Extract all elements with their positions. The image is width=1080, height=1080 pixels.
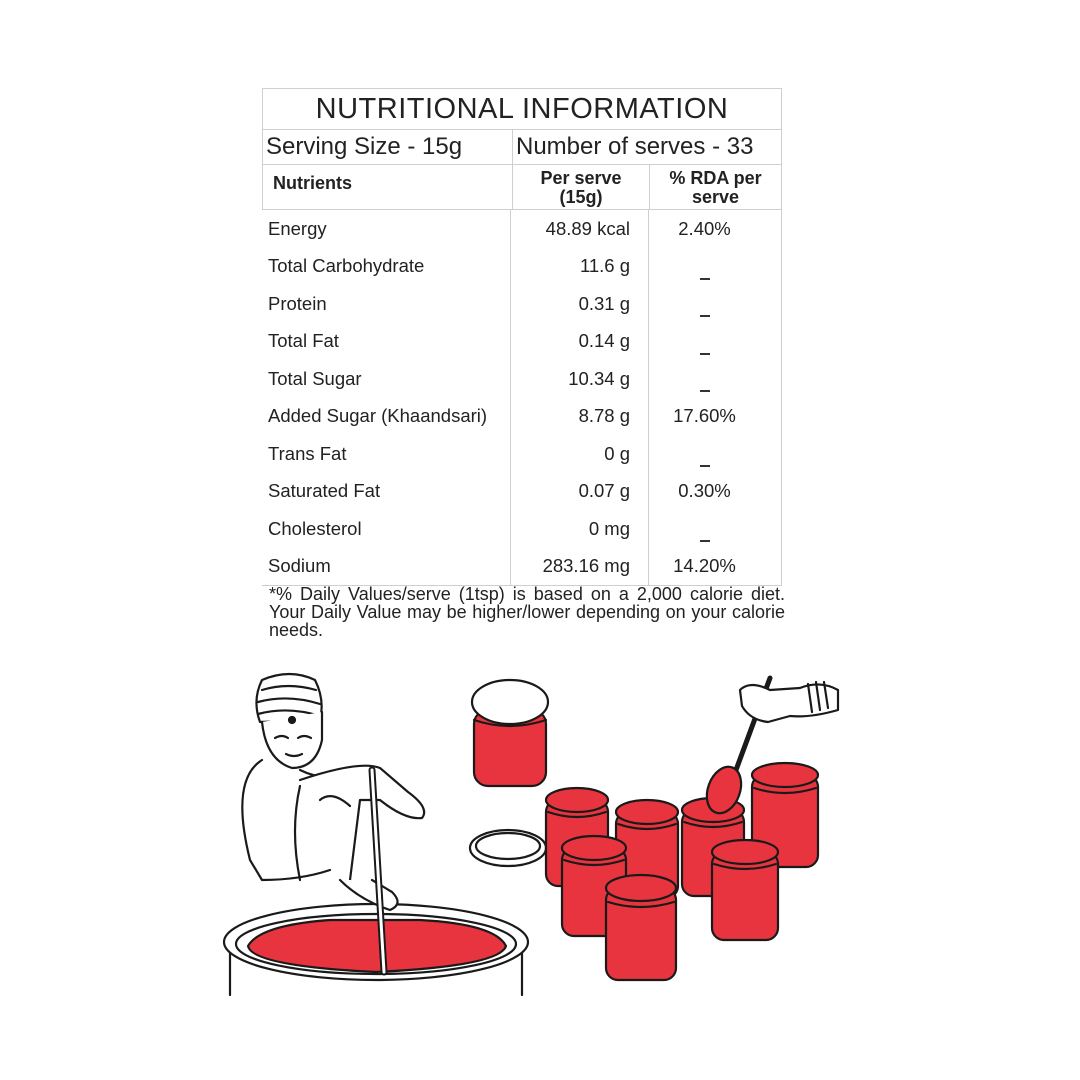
nutrient-value: 10.34 g (568, 367, 630, 389)
nutrient-name: Sodium (268, 555, 331, 577)
nutrient-value: 0.14 g (578, 330, 630, 352)
nutrient-name: Saturated Fat (268, 480, 381, 502)
nutrient-value: 283.16 mg (542, 555, 630, 577)
nutrient-rda: 14.20% (673, 555, 736, 577)
number-of-serves: Number of serves - 33 (516, 133, 754, 160)
nutrient-name: Added Sugar (Khaandsari) (268, 405, 488, 427)
daily-value-footnote: *% Daily Values/serve (1tsp) is based on a 2,000 calorie diet. Your Daily Value may be higher/lower depending on your calorie needs. (269, 584, 785, 640)
nutrient-value: 8.78 g (578, 405, 630, 427)
nutrient-name: Total Sugar (268, 367, 362, 389)
header-rda-line1: % RDA per (669, 168, 762, 188)
header-per-serve-line2: (15g) (559, 187, 603, 207)
nutrient-value: 0 g (604, 442, 630, 464)
jar-lid-illustration (470, 830, 546, 866)
cooking-pot-illustration (224, 904, 528, 995)
nutrient-value: 48.89 kcal (545, 217, 630, 239)
nutrient-value: 0.07 g (578, 480, 630, 502)
nutrient-name: Total Fat (268, 330, 339, 352)
nutrient-rda: 0.30% (678, 480, 731, 502)
header-nutrients: Nutrients (263, 165, 513, 209)
nutrient-name: Total Carbohydrate (268, 255, 425, 277)
table-title: NUTRITIONAL INFORMATION (262, 88, 782, 130)
nutrient-name: Cholesterol (268, 517, 362, 539)
person-stirring-illustration (242, 674, 424, 910)
nutrient-name: Protein (268, 292, 327, 314)
nutrient-value: 11.6 g (579, 255, 630, 277)
serving-size: Serving Size - 15g (263, 130, 513, 164)
nutrient-rda: 2.40% (678, 217, 731, 239)
nutrient-rda: 17.60% (673, 405, 736, 427)
nutrient-value: 0 mg (588, 517, 630, 539)
nutrient-value: 0.31 g (578, 292, 630, 314)
nutrient-name: Trans Fat (268, 442, 347, 464)
nutrient-name: Energy (268, 217, 327, 239)
header-rda-line2: serve (691, 187, 740, 207)
header-per-serve-line1: Per serve (540, 168, 622, 188)
